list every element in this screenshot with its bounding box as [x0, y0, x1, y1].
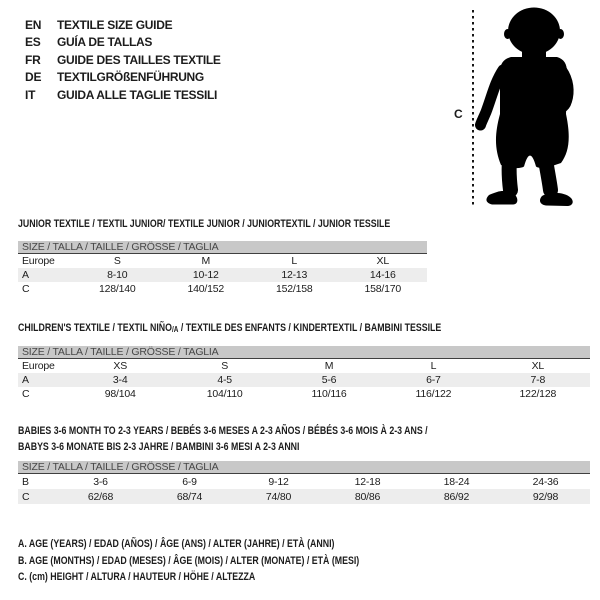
size-value: L	[291, 255, 298, 267]
size-value: 12-18	[354, 475, 381, 488]
section-heading	[18, 320, 476, 337]
size-value: 18-24	[443, 475, 470, 488]
table-row	[18, 359, 590, 373]
size-value: 74/80	[265, 490, 292, 503]
baby-leg-left	[509, 160, 510, 190]
table-row	[18, 268, 427, 282]
size-value: 3-4	[112, 374, 128, 386]
heading-text: JUNIOR TEXTILE / TEXTIL JUNIOR/ TEXTILE JUNIOR / JUNIORTEXTIL / JUNIOR TESSILE	[18, 218, 391, 230]
size-value: 9-12	[268, 475, 289, 488]
baby-ear-left	[504, 29, 511, 39]
size-value: 80/86	[354, 490, 381, 503]
language-code: FR	[25, 52, 41, 67]
language-code: DE	[25, 70, 42, 85]
table-row	[18, 489, 590, 504]
language-title: TEXTILE SIZE GUIDE	[57, 17, 173, 32]
language-row	[25, 34, 221, 52]
size-value: XL	[531, 360, 545, 372]
size-table	[18, 461, 590, 504]
language-code: ES	[25, 35, 41, 50]
height-measure-label: C	[454, 107, 463, 121]
size-value: 158/170	[364, 283, 402, 295]
size-value: M	[324, 360, 334, 372]
language-code: EN	[25, 17, 42, 32]
heading-text: /A	[171, 325, 179, 334]
row-label: B	[22, 475, 29, 488]
footnote-legend	[18, 536, 445, 586]
size-value: L	[430, 360, 437, 372]
table-header-bar: SIZE / TALLA / TAILLE / GRÖSSE / TAGLIA	[18, 346, 590, 359]
size-value: 68/74	[176, 490, 203, 503]
size-value: 122/128	[519, 388, 557, 400]
size-value: XS	[113, 360, 127, 372]
language-title: GUIDA ALLE TAGLIE TESSILI	[57, 87, 218, 102]
language-title: TEXTILGRÖßENFÜHRUNG	[57, 70, 204, 85]
size-value: 140/152	[187, 283, 225, 295]
language-code: IT	[25, 87, 36, 102]
baby-silhouette	[448, 0, 600, 215]
section-children	[18, 320, 590, 401]
table-row	[18, 254, 427, 268]
row-label: Europe	[22, 255, 55, 267]
baby-ear-right	[557, 29, 564, 39]
size-value: 14-16	[369, 269, 396, 281]
row-label: C	[22, 388, 30, 400]
size-value: 7-8	[530, 374, 546, 386]
language-title: GUÍA DE TALLAS	[57, 35, 153, 50]
language-list	[25, 16, 221, 104]
footnote-line: C. (cm) HEIGHT / ALTURA / HAUTEUR / HÖHE / ALTEZZA	[18, 571, 256, 583]
section-junior	[18, 216, 427, 296]
size-value: S	[221, 360, 229, 372]
size-table	[18, 346, 590, 401]
size-value: XL	[376, 255, 389, 267]
size-value: 6-9	[182, 475, 197, 488]
row-label: A	[22, 374, 29, 386]
baby-leg-right	[546, 160, 551, 190]
table-row	[18, 474, 590, 489]
size-value: 24-36	[532, 475, 559, 488]
size-value: 104/110	[206, 388, 243, 400]
footnote-line: B. AGE (MONTHS) / EDAD (MESES) / ÂGE (MOIS) / ALTER (MONATE) / ETÀ (MESI)	[18, 554, 360, 567]
size-value: 116/122	[415, 388, 452, 400]
size-value: 62/68	[87, 490, 114, 503]
size-value: 128/140	[98, 283, 136, 295]
language-title: GUIDE DES TAILLES TEXTILE	[57, 52, 221, 67]
row-label: A	[22, 269, 29, 281]
size-table	[18, 241, 427, 296]
language-row	[25, 86, 221, 104]
heading-text: BABYS 3-6 MONATE BIS 2-3 JAHRE / BAMBINI 3-6 MESI A 2-3 ANNI	[18, 441, 300, 453]
section-heading	[18, 423, 476, 439]
size-value: 10-12	[192, 269, 219, 281]
size-value: 8-10	[107, 269, 128, 281]
size-value: 92/98	[532, 490, 559, 503]
table-header-bar: SIZE / TALLA / TAILLE / GRÖSSE / TAGLIA	[18, 241, 427, 254]
row-label: C	[22, 490, 30, 503]
section-heading	[18, 439, 476, 455]
heading-text: CHILDREN'S TEXTILE / TEXTIL NIÑO	[18, 322, 172, 334]
baby-foot-right	[540, 193, 573, 206]
size-value: M	[201, 255, 211, 267]
size-value: 6-7	[426, 374, 441, 386]
table-header-bar: SIZE / TALLA / TAILLE / GRÖSSE / TAGLIA	[18, 461, 590, 474]
size-value: 12-13	[281, 269, 308, 281]
section-babies	[18, 423, 590, 504]
section-heading	[18, 216, 391, 232]
baby-body	[481, 8, 573, 207]
size-value: 4-5	[217, 374, 232, 386]
language-row	[25, 51, 221, 69]
size-figure	[448, 0, 600, 215]
size-value: 152/158	[275, 283, 313, 295]
table-row	[18, 387, 590, 401]
size-value: 86/92	[443, 490, 470, 503]
size-value: 98/104	[104, 388, 136, 400]
size-value: 5-6	[321, 374, 337, 386]
heading-text: BABIES 3-6 MONTH TO 2-3 YEARS / BEBÉS 3-6 MESES A 2-3 AÑOS / BÉBÉS 3-6 MOIS À 2-3 ANS /	[18, 425, 428, 437]
language-row	[25, 16, 221, 34]
row-label: Europe	[22, 360, 55, 372]
language-row	[25, 69, 221, 87]
size-value: S	[113, 255, 121, 267]
table-row	[18, 282, 427, 296]
row-label: C	[22, 283, 30, 295]
size-value: 3-6	[93, 475, 108, 488]
footnote-line: A. AGE (YEARS) / EDAD (AÑOS) / ÂGE (ANS) / ALTER (JAHRE) / ETÀ (ANNI)	[18, 538, 335, 550]
size-value: 110/116	[311, 388, 347, 400]
heading-text: / TEXTILE DES ENFANTS / KINDERTEXTIL / BAMBINI TESSILE	[178, 322, 442, 334]
table-row	[18, 373, 590, 387]
